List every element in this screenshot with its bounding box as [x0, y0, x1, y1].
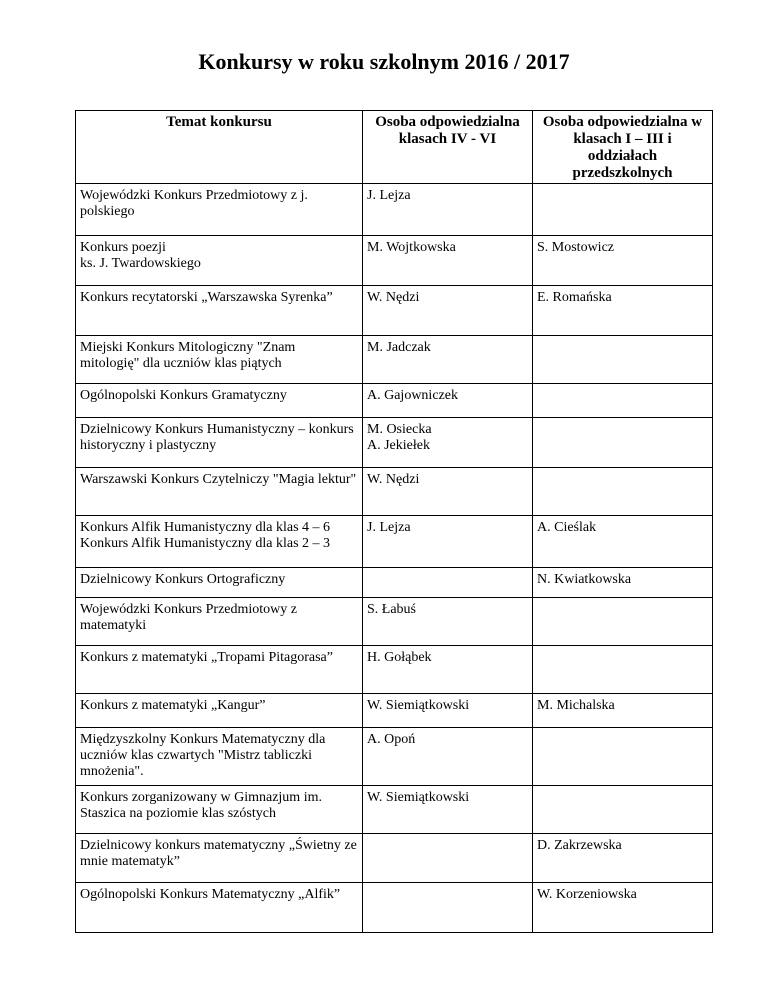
cell-person-grades-4-6 [363, 568, 533, 598]
cell-line: Konkurs Alfik Humanistyczny dla klas 4 – 6 [80, 520, 331, 535]
cell-person-grades-1-3: W. Korzeniowska [533, 883, 713, 933]
table-header-row [76, 111, 713, 184]
table-row [76, 694, 713, 728]
cell-contest-topic [76, 516, 363, 568]
cell-person-grades-4-6: A. Gajowniczek [363, 384, 533, 418]
cell-contest-topic: Dzielnicowy Konkurs Ortograficzny [76, 568, 363, 598]
cell-contest-topic: Dzielnicowy konkurs matematyczny „Świetny ze mnie matematyk” [76, 834, 363, 883]
cell-contest-topic: Konkurs recytatorski „Warszawska Syrenka” [76, 286, 363, 336]
header-person-grades-1-3: Osoba odpowiedzialna w klasach I – III i oddziałach przedszkolnych [533, 111, 713, 184]
cell-person-grades-4-6: M. Wojtkowska [363, 236, 533, 286]
cell-person-grades-1-3 [533, 418, 713, 468]
contests-table [75, 110, 713, 933]
cell-person-grades-1-3: M. Michalska [533, 694, 713, 728]
cell-person-grades-4-6 [363, 418, 533, 468]
cell-person-grades-4-6: S. Łabuś [363, 598, 533, 646]
table-row [76, 336, 713, 384]
table-row [76, 286, 713, 336]
cell-person-grades-4-6: A. Opoń [363, 728, 533, 786]
cell-person-grades-4-6: M. Jadczak [363, 336, 533, 384]
cell-line: Konkurs poezji [80, 240, 166, 255]
cell-person-grades-4-6: W. Nędzi [363, 468, 533, 516]
table-row [76, 646, 713, 694]
cell-person-grades-4-6: W. Siemiątkowski [363, 786, 533, 834]
cell-person-grades-1-3 [533, 646, 713, 694]
cell-person-grades-1-3 [533, 468, 713, 516]
cell-person-grades-1-3: A. Cieślak [533, 516, 713, 568]
cell-person-grades-1-3 [533, 728, 713, 786]
cell-person-grades-4-6: J. Lejza [363, 516, 533, 568]
page-title: Konkursy w roku szkolnym 2016 / 2017 [198, 49, 570, 74]
table-row [76, 516, 713, 568]
table-row [76, 418, 713, 468]
cell-person-grades-1-3 [533, 384, 713, 418]
cell-contest-topic: Konkurs zorganizowany w Gimnazjum im. Staszica na poziomie klas szóstych [76, 786, 363, 834]
cell-person-grades-4-6 [363, 883, 533, 933]
cell-contest-topic: Miejski Konkurs Mitologiczny "Znam mitologię" dla uczniów klas piątych [76, 336, 363, 384]
table-row [76, 883, 713, 933]
cell-person-grades-1-3 [533, 336, 713, 384]
cell-person-grades-4-6: W. Siemiątkowski [363, 694, 533, 728]
cell-line: A. Jekiełek [367, 438, 430, 453]
cell-contest-topic: Dzielnicowy Konkurs Humanistyczny – konkurs historyczny i plastyczny [76, 418, 363, 468]
cell-contest-topic: Wojewódzki Konkurs Przedmiotowy z j. polskiego [76, 184, 363, 236]
cell-person-grades-1-3 [533, 184, 713, 236]
cell-contest-topic: Ogólnopolski Konkurs Gramatyczny [76, 384, 363, 418]
table-row [76, 236, 713, 286]
cell-contest-topic: Wojewódzki Konkurs Przedmiotowy z matematyki [76, 598, 363, 646]
cell-person-grades-4-6: J. Lejza [363, 184, 533, 236]
cell-person-grades-4-6: W. Nędzi [363, 286, 533, 336]
cell-line: Konkurs Alfik Humanistyczny dla klas 2 – 3 [80, 536, 331, 551]
table-row [76, 728, 713, 786]
cell-contest-topic: Ogólnopolski Konkurs Matematyczny „Alfik” [76, 883, 363, 933]
cell-contest-topic: Konkurs z matematyki „Kangur” [76, 694, 363, 728]
cell-person-grades-4-6 [363, 834, 533, 883]
cell-line: ks. J. Twardowskiego [80, 256, 201, 271]
cell-person-grades-1-3: E. Romańska [533, 286, 713, 336]
table-row [76, 184, 713, 236]
table-row [76, 834, 713, 883]
header-contest-topic: Temat konkursu [76, 111, 363, 184]
cell-person-grades-4-6: H. Gołąbek [363, 646, 533, 694]
cell-contest-topic: Warszawski Konkurs Czytelniczy "Magia lektur" [76, 468, 363, 516]
cell-person-grades-1-3: S. Mostowicz [533, 236, 713, 286]
table-row [76, 598, 713, 646]
cell-line: M. Osiecka [367, 422, 432, 437]
table-row [76, 786, 713, 834]
cell-person-grades-1-3 [533, 786, 713, 834]
cell-person-grades-1-3 [533, 598, 713, 646]
table-row [76, 384, 713, 418]
cell-contest-topic: Konkurs z matematyki „Tropami Pitagorasa” [76, 646, 363, 694]
cell-contest-topic: Międzyszkolny Konkurs Matematyczny dla uczniów klas czwartych "Mistrz tabliczki mnożenia". [76, 728, 363, 786]
table-row [76, 568, 713, 598]
table-row [76, 468, 713, 516]
cell-contest-topic [76, 236, 363, 286]
cell-person-grades-1-3: D. Zakrzewska [533, 834, 713, 883]
cell-person-grades-1-3: N. Kwiatkowska [533, 568, 713, 598]
table-body [76, 184, 713, 933]
header-person-grades-4-6: Osoba odpowiedzialna klasach IV - VI [363, 111, 533, 184]
